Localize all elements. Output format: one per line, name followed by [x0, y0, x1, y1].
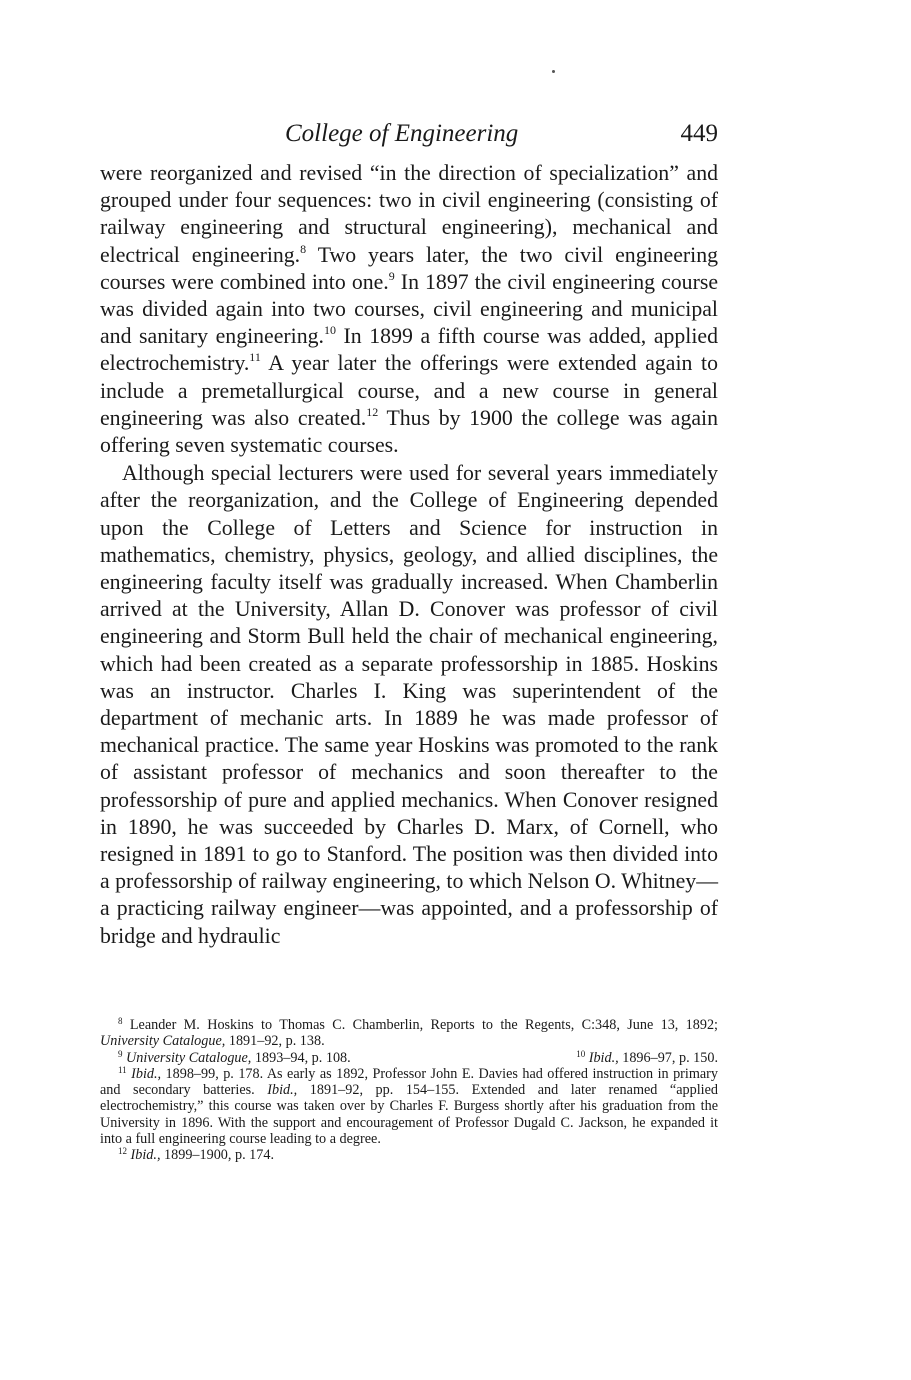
text-run: In 1899 a fifth course was added, applied electrochemistry. [100, 324, 718, 376]
footnote-reference: 8 [300, 241, 307, 256]
footnote-12 [100, 1147, 718, 1163]
footnote-text [100, 1066, 718, 1147]
footnote-10 [558, 1050, 718, 1066]
paragraph [100, 460, 718, 950]
footnote-8 [100, 1017, 718, 1050]
text-run: 1896–97, p. 150. [618, 1049, 718, 1066]
text-run: Although special lecturers were used for several years immediately after the reorganization, and the College of Engineering depended upon the College of Letters and Science for instruction in mathematics, chemistry, physics, geology, and allied disciplines, the engineering faculty itself was gradually increased. When Chamberlin arrived at the University, Allan D. Conover was professor of civil engineering and Storm Bull held the chair of mechanical engineering, which had been created as a separate professorship in 1885. Hoskins was an instructor. Charles I. King was superintendent of the department of mechanic arts. In 1889 he was made professor of mechanical practice. The same year Hoskins was promoted to the rank of assistant professor of mechanics and soon thereafter to the professorship of pure and applied mechanics. When Conover resigned in 1890, he was succeeded by Charles D. Marx, of Cornell, who resigned in 1891 to go to Stanford. The position was then divided into a professorship of railway engineering, to which Nelson O. Whitney—a practicing railway engineer—was appointed, and a professorship of bridge and hydraulic [100, 461, 718, 948]
print-speck [552, 70, 555, 73]
text-run: Leander M. Hoskins to Thomas C. Chamberlin, Reports to the Regents, C:348, June 13, 1892; [129, 1017, 719, 1033]
footnote-reference: 9 [388, 268, 395, 283]
running-head: College of Engineering [285, 120, 519, 147]
footnote-mark: 12 [118, 1146, 127, 1157]
footnote-reference: 10 [323, 323, 336, 338]
footnote-9 [100, 1050, 351, 1066]
italic-run: Ibid., [588, 1049, 619, 1066]
page-number: 449 [680, 120, 718, 147]
footnote-mark: 10 [576, 1048, 586, 1059]
text-run: Two years later, the two civil engineering courses were combined into one. [100, 242, 719, 294]
text-run: Thus by 1900 the college was again offering seven systematic courses. [100, 405, 718, 458]
footnote-reference: 11 [249, 350, 261, 365]
text-run: 1899–1900, p. 174. [160, 1147, 274, 1164]
text-run: 1891–92, p. 138. [225, 1033, 325, 1050]
text-run: 1893–94, p. 108. [251, 1049, 351, 1066]
text-run: 1891–92, pp. 154–155. Extended and later renamed “applied electrochemistry,” this course was taken over by Charles F. Burgess shortly after his graduation from the University in 1896. With the support and encouragement of Professor Dugald C. Jackson, he expanded it into a full engineering course leading to a degree. [100, 1082, 718, 1148]
paragraph [100, 160, 718, 459]
footnote-mark: 11 [118, 1064, 127, 1075]
footnote-mark: 8 [118, 1016, 123, 1026]
footnote-reference: 12 [366, 404, 379, 419]
footnote-text [589, 1050, 718, 1066]
text-run: 1898–99, p. 178. As early as 1892, Professor John E. Davies had offered instruction in primary and secondary batteries. [100, 1065, 718, 1099]
footnote-text [126, 1050, 351, 1066]
footnote-mark: 9 [118, 1048, 123, 1059]
italic-run: University Catalogue, [100, 1033, 226, 1050]
footnotes [100, 1017, 718, 1164]
italic-run: Ibid., [267, 1082, 298, 1099]
footnote-row [100, 1050, 718, 1066]
footnote-text [131, 1147, 274, 1163]
italic-run: Ibid., [130, 1147, 161, 1164]
footnote-11 [100, 1066, 718, 1147]
page-header [100, 120, 718, 154]
text-run: A year later the offerings were extended again to include a premetallurgical course, and a new course in general engineering was also created. [100, 351, 718, 430]
footnote-text [100, 1017, 718, 1049]
italic-run: University Catalogue, [126, 1049, 252, 1066]
text-run: were reorganized and revised “in the direction of specialization” and grouped under four sequences: two in civil engineering (consisting of railway engineering and structural engineering), mechanical and electrical engineering. [100, 161, 718, 267]
italic-run: Ibid., [131, 1065, 162, 1082]
body-text [100, 160, 718, 950]
text-run: In 1897 the civil engineering course was divided again into two courses, civil engineering and municipal and sanitary engineering. [100, 269, 718, 349]
